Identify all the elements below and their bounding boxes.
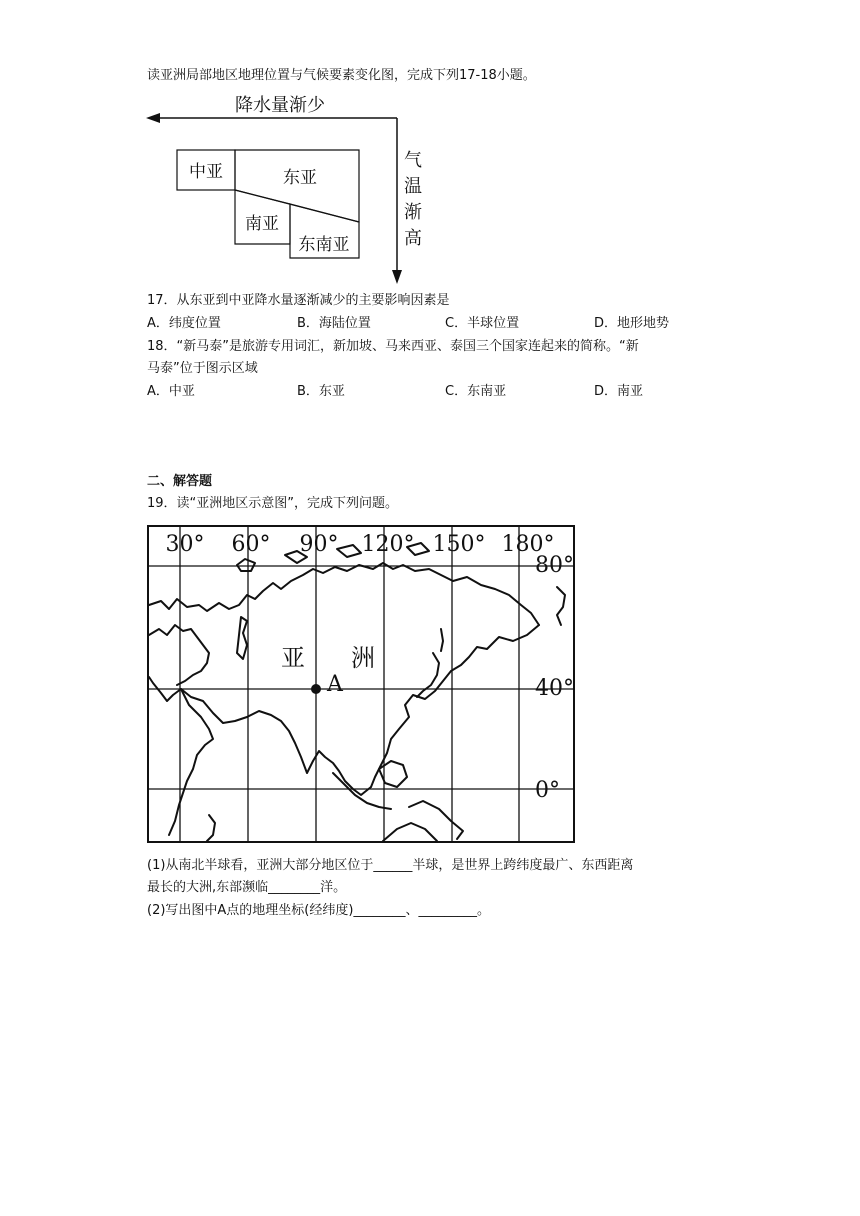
q17-option-a[interactable]: A．纬度位置 xyxy=(147,316,221,331)
lat-label-0: 0° xyxy=(535,778,560,803)
point-a-label: A xyxy=(327,672,343,697)
side-label-1: 气 xyxy=(404,150,422,171)
region-southeast-asia: 东南亚 xyxy=(298,235,350,255)
asia-map xyxy=(147,525,575,843)
q17-stem: 17．从东亚到中亚降水量逐渐减少的主要影响因素是 xyxy=(147,293,450,308)
lon-label-180: 180° xyxy=(501,532,555,557)
q19-part2: (2)写出图中A点的地理坐标(经纬度)________、_________。 xyxy=(147,903,490,918)
q19-part1-line2: 最长的大洲,东部濒临________洋。 xyxy=(147,880,347,895)
side-label-2: 温 xyxy=(404,176,422,197)
lon-label-150: 150° xyxy=(432,532,486,557)
q19-part1-line1: (1)从南北半球看，亚洲大部分地区位于______半球，是世界上跨纬度最广、东西距离 xyxy=(147,858,634,873)
lon-label-60: 60° xyxy=(231,532,271,557)
q17-option-c[interactable]: C．半球位置 xyxy=(445,316,520,331)
q17-option-d[interactable]: D．地形地势 xyxy=(594,316,670,331)
region-central-asia: 中亚 xyxy=(189,162,223,182)
q18-option-c[interactable]: C．东南亚 xyxy=(445,384,507,399)
top-label: 降水量渐少 xyxy=(235,95,325,116)
continent-label-zhou: 洲 xyxy=(351,644,375,672)
continent-label-ya: 亚 xyxy=(281,644,305,672)
lon-label-30: 30° xyxy=(165,532,205,557)
q18-option-a[interactable]: A．中亚 xyxy=(147,384,195,399)
section-heading: 二、解答题 xyxy=(147,474,213,489)
region-south-asia: 南亚 xyxy=(245,214,279,234)
q18-option-b[interactable]: B．东亚 xyxy=(297,384,345,399)
lon-label-120: 120° xyxy=(361,532,415,557)
asia-climate-diagram xyxy=(140,88,440,288)
lon-label-90: 90° xyxy=(299,532,339,557)
q18-option-d[interactable]: D．南亚 xyxy=(594,384,644,399)
lat-label-40: 40° xyxy=(535,676,574,701)
side-label-3: 渐 xyxy=(404,202,422,223)
q18-stem-line1: 18．“新马泰”是旅游专用词汇，新加坡、马来西亚、泰国三个国家连起来的简称。“新 xyxy=(147,339,639,354)
intro-text: 读亚洲局部地区地理位置与气候要素变化图，完成下列17-18小题。 xyxy=(147,68,536,83)
lat-label-80: 80° xyxy=(535,553,574,578)
q18-stem-line2: 马泰”位于图示区域 xyxy=(147,361,258,376)
side-label-4: 高 xyxy=(404,228,422,249)
region-east-asia: 东亚 xyxy=(283,168,317,188)
q17-option-b[interactable]: B．海陆位置 xyxy=(297,316,371,331)
q19-stem: 19．读“亚洲地区示意图”，完成下列问题。 xyxy=(147,496,399,511)
